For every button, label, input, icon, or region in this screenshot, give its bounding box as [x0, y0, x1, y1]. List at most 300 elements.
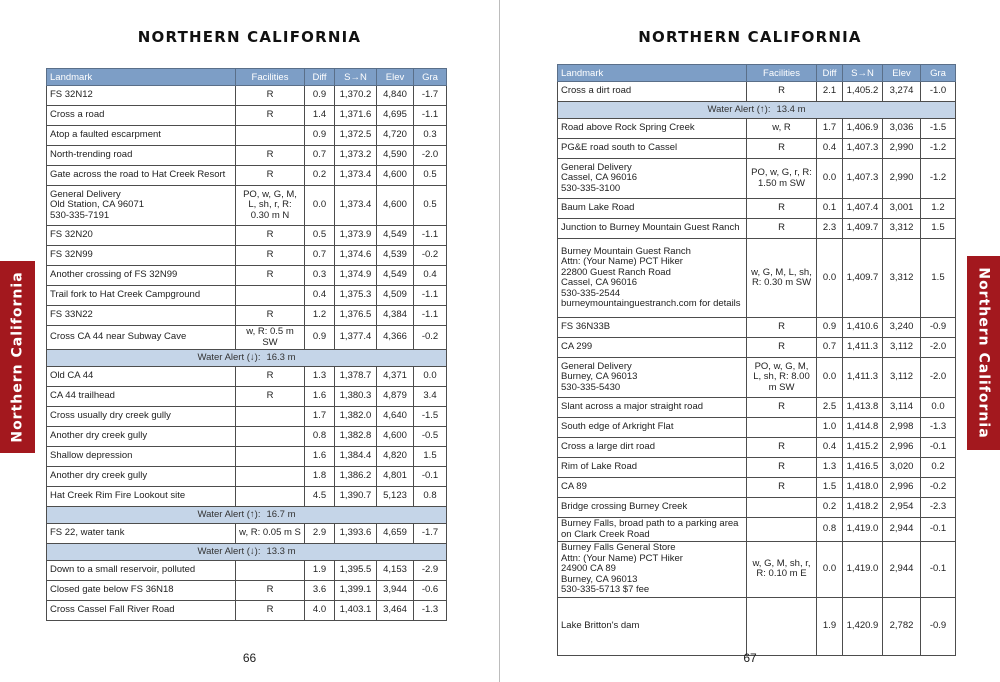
elev-cell: 4,801 — [377, 467, 414, 487]
diff-cell: 0.9 — [305, 126, 335, 146]
table-row — [558, 458, 956, 478]
landmark-line: PG&E road south to Cassel — [561, 142, 678, 154]
landmark-cell — [558, 199, 747, 219]
sn-cell: 1,399.1 — [335, 581, 377, 601]
sn-cell: 1,410.6 — [843, 318, 883, 338]
facilities-cell — [236, 427, 305, 447]
table-row — [558, 418, 956, 438]
facilities-cell: PO, w, G, M, L, sh, R: 8.00 m SW — [747, 358, 817, 398]
landmark-cell — [47, 326, 236, 350]
facilities-cell — [747, 518, 817, 542]
elev-cell: 4,720 — [377, 126, 414, 146]
elev-cell: 3,114 — [883, 398, 921, 418]
table-row — [558, 518, 956, 542]
facilities-cell: R — [236, 226, 305, 246]
left-page — [0, 0, 499, 682]
diff-cell: 4.5 — [305, 487, 335, 507]
sn-cell: 1,377.4 — [335, 326, 377, 350]
landmark-line: 530-335-5430 — [561, 381, 621, 393]
table-header-row — [47, 69, 447, 86]
sn-cell: 1,419.0 — [843, 542, 883, 598]
gra-cell: 0.5 — [414, 166, 447, 186]
elev-cell: 4,840 — [377, 86, 414, 106]
gra-cell: -1.5 — [921, 119, 956, 139]
sn-cell: 1,370.2 — [335, 86, 377, 106]
elev-cell: 4,600 — [377, 427, 414, 447]
facilities-cell: R — [236, 106, 305, 126]
diff-cell: 1.7 — [817, 119, 843, 139]
section-tab — [0, 261, 35, 453]
facilities-cell: R — [747, 338, 817, 358]
elev-cell: 3,020 — [883, 458, 921, 478]
sn-cell: 1,373.4 — [335, 166, 377, 186]
landmark-line: FS 32N99 — [50, 249, 93, 261]
landmark-line: Another dry creek gully — [50, 470, 148, 482]
trail-data-table — [557, 64, 956, 656]
elev-cell: 4,509 — [377, 286, 414, 306]
sn-cell: 1,382.0 — [335, 407, 377, 427]
table-row — [47, 106, 447, 126]
water-alert-cell — [47, 507, 447, 524]
gra-cell: 0.0 — [921, 398, 956, 418]
gra-cell: -2.0 — [921, 358, 956, 398]
landmark-cell — [558, 498, 747, 518]
gra-cell: -2.0 — [414, 146, 447, 166]
water-alert-cell — [47, 350, 447, 367]
facilities-cell — [236, 126, 305, 146]
landmark-cell — [47, 166, 236, 186]
diff-cell: 0.7 — [305, 146, 335, 166]
landmark-cell — [47, 286, 236, 306]
landmark-line: Closed gate below FS 36N18 — [50, 584, 174, 596]
landmark-cell — [47, 146, 236, 166]
diff-cell: 0.0 — [817, 542, 843, 598]
sn-cell: 1,411.3 — [843, 358, 883, 398]
sn-cell: 1,411.3 — [843, 338, 883, 358]
gra-cell: -0.1 — [921, 438, 956, 458]
sn-cell: 1,380.3 — [335, 387, 377, 407]
sn-cell: 1,407.3 — [843, 159, 883, 199]
table-row — [47, 427, 447, 447]
water-alert-distance: 13.3 m — [266, 545, 296, 557]
landmark-line: FS 32N12 — [50, 89, 93, 101]
sn-cell: 1,415.2 — [843, 438, 883, 458]
landmark-line: Cassel, CA 96016 — [561, 277, 638, 288]
landmark-line: Burney Mountain Guest Ranch — [561, 245, 691, 257]
facilities-cell: R — [236, 367, 305, 387]
table-row — [47, 166, 447, 186]
water-alert-distance: 16.3 m — [266, 351, 296, 363]
diff-cell: 0.8 — [817, 518, 843, 542]
sn-cell: 1,371.6 — [335, 106, 377, 126]
sn-cell: 1,405.2 — [843, 82, 883, 102]
landmark-line: General Delivery — [50, 188, 121, 200]
landmark-line: 22800 Guest Ranch Road — [561, 266, 671, 278]
landmark-line: Shallow depression — [50, 450, 133, 462]
landmark-line: Hat Creek Rim Fire Lookout site — [50, 490, 186, 502]
sn-cell: 1,414.8 — [843, 418, 883, 438]
landmark-cell — [558, 478, 747, 498]
elev-cell: 3,312 — [883, 239, 921, 318]
landmark-cell — [47, 407, 236, 427]
elev-cell: 4,640 — [377, 407, 414, 427]
landmark-cell — [558, 358, 747, 398]
table-row — [558, 199, 956, 219]
elev-cell: 3,944 — [377, 581, 414, 601]
column-header-gra: Gra — [921, 65, 956, 82]
landmark-cell — [558, 239, 747, 318]
diff-cell: 1.4 — [305, 106, 335, 126]
column-header-facilities: Facilities — [236, 69, 305, 86]
gra-cell: -1.1 — [414, 286, 447, 306]
sn-cell: 1,373.4 — [335, 186, 377, 226]
table-row — [47, 226, 447, 246]
landmark-line: Trail fork to Hat Creek Campground — [50, 289, 201, 301]
facilities-cell: w, R — [747, 119, 817, 139]
elev-cell: 4,366 — [377, 326, 414, 350]
table-row — [47, 581, 447, 601]
section-tab-label: Northern California — [9, 271, 26, 443]
gra-cell: -1.2 — [921, 139, 956, 159]
table-row — [558, 318, 956, 338]
gra-cell: 1.5 — [921, 239, 956, 318]
facilities-cell: R — [236, 306, 305, 326]
landmark-line: Attn: (Your Name) PCT Hiker — [561, 552, 683, 564]
gra-cell: -0.2 — [414, 326, 447, 350]
gra-cell: -2.9 — [414, 561, 447, 581]
landmark-line: General Delivery — [561, 360, 632, 372]
diff-cell: 0.5 — [305, 226, 335, 246]
landmark-cell — [47, 306, 236, 326]
landmark-cell — [558, 219, 747, 239]
gra-cell: 0.4 — [414, 266, 447, 286]
elev-cell: 2,990 — [883, 139, 921, 159]
landmark-line: Rim of Lake Road — [561, 461, 638, 473]
landmark-line: 24900 CA 89 — [561, 563, 616, 574]
landmark-line: Road above Rock Spring Creek — [561, 122, 695, 134]
landmark-line: 530-335-2544 — [561, 287, 621, 299]
section-tab — [967, 256, 1000, 450]
elev-cell: 4,879 — [377, 387, 414, 407]
facilities-cell — [747, 418, 817, 438]
sn-cell: 1,413.8 — [843, 398, 883, 418]
elev-cell: 4,549 — [377, 226, 414, 246]
table-row — [558, 219, 956, 239]
landmark-line: 530-335-7191 — [50, 209, 110, 221]
landmark-line: on Clark Creek Road — [561, 528, 650, 540]
landmark-cell — [47, 601, 236, 621]
table-row — [47, 186, 447, 226]
facilities-cell: R — [747, 82, 817, 102]
facilities-cell — [747, 498, 817, 518]
sn-cell: 1,373.9 — [335, 226, 377, 246]
landmark-line: Burney, CA 96013 — [561, 573, 638, 585]
column-header-sn: S→N — [843, 65, 883, 82]
landmark-cell — [558, 318, 747, 338]
landmark-cell — [558, 139, 747, 159]
sn-cell: 1,374.6 — [335, 246, 377, 266]
table-row — [558, 239, 956, 318]
column-header-diff: Diff — [817, 65, 843, 82]
gra-cell: -0.2 — [414, 246, 447, 266]
gra-cell: -1.0 — [921, 82, 956, 102]
sn-cell: 1,375.3 — [335, 286, 377, 306]
facilities-cell: R — [747, 438, 817, 458]
table-row — [47, 447, 447, 467]
landmark-cell — [47, 561, 236, 581]
landmark-line: FS 33N22 — [50, 309, 93, 321]
facilities-cell: w, R: 0.05 m S — [236, 524, 305, 544]
water-alert-label: Water Alert (↑): — [707, 103, 771, 115]
elev-cell: 2,990 — [883, 159, 921, 199]
table-body — [47, 86, 447, 621]
diff-cell: 0.2 — [305, 166, 335, 186]
landmark-line: North-trending road — [50, 149, 133, 161]
table-row — [47, 467, 447, 487]
sn-cell: 1,376.5 — [335, 306, 377, 326]
right-page — [500, 0, 1000, 682]
diff-cell: 1.7 — [305, 407, 335, 427]
table-row — [558, 338, 956, 358]
landmark-line: CA 89 — [561, 481, 587, 493]
facilities-cell: R — [747, 478, 817, 498]
facilities-cell: R — [236, 246, 305, 266]
sn-cell: 1,384.4 — [335, 447, 377, 467]
table-row — [47, 524, 447, 544]
trail-data-table — [46, 68, 447, 621]
landmark-cell — [47, 126, 236, 146]
sn-cell: 1,406.9 — [843, 119, 883, 139]
landmark-line: Cross usually dry creek gully — [50, 410, 171, 422]
diff-cell: 2.5 — [817, 398, 843, 418]
sn-cell: 1,395.5 — [335, 561, 377, 581]
facilities-cell — [747, 597, 817, 655]
landmark-cell — [47, 427, 236, 447]
landmark-line: FS 22, water tank — [50, 527, 125, 539]
table-row — [558, 542, 956, 598]
landmark-cell — [558, 159, 747, 199]
diff-cell: 0.7 — [305, 246, 335, 266]
elev-cell: 2,998 — [883, 418, 921, 438]
facilities-cell: R — [236, 146, 305, 166]
diff-cell: 0.0 — [817, 358, 843, 398]
table-header — [558, 65, 956, 82]
diff-cell: 0.0 — [817, 239, 843, 318]
elev-cell: 2,954 — [883, 498, 921, 518]
gra-cell: -1.1 — [414, 226, 447, 246]
gra-cell: -0.9 — [921, 318, 956, 338]
landmark-line: Cross a road — [50, 109, 105, 121]
landmark-cell — [558, 518, 747, 542]
table-row — [47, 367, 447, 387]
table-row — [558, 597, 956, 655]
elev-cell: 3,464 — [377, 601, 414, 621]
landmark-cell — [47, 106, 236, 126]
elev-cell: 3,312 — [883, 219, 921, 239]
elev-cell: 3,274 — [883, 82, 921, 102]
facilities-cell: R — [747, 219, 817, 239]
facilities-cell — [236, 447, 305, 467]
elev-cell: 2,996 — [883, 478, 921, 498]
table-header — [47, 69, 447, 86]
landmark-cell — [47, 487, 236, 507]
facilities-cell: w, G, M, sh, r, R: 0.10 m E — [747, 542, 817, 598]
landmark-cell — [47, 266, 236, 286]
gra-cell: -1.3 — [414, 601, 447, 621]
table-row — [47, 487, 447, 507]
table-row — [47, 286, 447, 306]
elev-cell: 3,001 — [883, 199, 921, 219]
table-row — [558, 82, 956, 102]
table-row — [47, 126, 447, 146]
gra-cell: 0.2 — [921, 458, 956, 478]
landmark-line: CA 44 trailhead — [50, 390, 115, 402]
facilities-cell — [236, 467, 305, 487]
landmark-line: 530-335-3100 — [561, 182, 621, 194]
elev-cell: 2,944 — [883, 542, 921, 598]
gra-cell: -1.1 — [414, 306, 447, 326]
sn-cell: 1,409.7 — [843, 219, 883, 239]
landmark-line: Another dry creek gully — [50, 430, 148, 442]
table-row — [558, 398, 956, 418]
elev-cell: 3,112 — [883, 338, 921, 358]
gra-cell: -1.7 — [414, 86, 447, 106]
water-alert-label: Water Alert (↓): — [197, 351, 261, 363]
table-row — [558, 358, 956, 398]
diff-cell: 0.0 — [305, 186, 335, 226]
diff-cell: 0.9 — [305, 326, 335, 350]
facilities-cell: R — [236, 581, 305, 601]
diff-cell: 2.3 — [817, 219, 843, 239]
sn-cell: 1,403.1 — [335, 601, 377, 621]
page-number: 67 — [743, 651, 757, 665]
landmark-cell — [47, 246, 236, 266]
landmark-cell — [558, 438, 747, 458]
diff-cell: 0.9 — [305, 86, 335, 106]
diff-cell: 0.4 — [305, 286, 335, 306]
column-header-elev: Elev — [377, 69, 414, 86]
facilities-cell: PO, w, G, r, R: 1.50 m SW — [747, 159, 817, 199]
elev-cell: 4,371 — [377, 367, 414, 387]
gra-cell: 1.5 — [414, 447, 447, 467]
sn-cell: 1,419.0 — [843, 518, 883, 542]
sn-cell: 1,409.7 — [843, 239, 883, 318]
diff-cell: 0.2 — [817, 498, 843, 518]
table-row — [558, 438, 956, 458]
landmark-line: Lake Britton's dam — [561, 619, 640, 631]
table-body — [558, 82, 956, 656]
diff-cell: 1.3 — [305, 367, 335, 387]
water-alert-row — [47, 544, 447, 561]
diff-cell: 1.3 — [817, 458, 843, 478]
landmark-line: Baum Lake Road — [561, 202, 635, 214]
elev-cell: 3,240 — [883, 318, 921, 338]
water-alert-distance: 13.4 m — [776, 103, 806, 115]
gra-cell: -1.1 — [414, 106, 447, 126]
facilities-cell: R — [747, 139, 817, 159]
table-row — [558, 119, 956, 139]
landmark-line: Burney Falls, broad path to a parking area — [561, 518, 739, 529]
gra-cell: 0.0 — [414, 367, 447, 387]
landmark-cell — [47, 524, 236, 544]
facilities-cell: R — [236, 387, 305, 407]
facilities-cell: w, G, M, L, sh, R: 0.30 m SW — [747, 239, 817, 318]
elev-cell: 4,384 — [377, 306, 414, 326]
sn-cell: 1,390.7 — [335, 487, 377, 507]
column-header-landmark: Landmark — [558, 65, 747, 82]
diff-cell: 1.9 — [817, 597, 843, 655]
diff-cell: 3.6 — [305, 581, 335, 601]
sn-cell: 1,416.5 — [843, 458, 883, 478]
landmark-cell — [558, 338, 747, 358]
landmark-cell — [558, 119, 747, 139]
landmark-line: Another crossing of FS 32N99 — [50, 269, 178, 281]
gra-cell: -1.7 — [414, 524, 447, 544]
column-header-sn: S→N — [335, 69, 377, 86]
facilities-cell: R — [236, 601, 305, 621]
landmark-cell — [47, 387, 236, 407]
sn-cell: 1,418.0 — [843, 478, 883, 498]
elev-cell: 3,036 — [883, 119, 921, 139]
landmark-line: Gate across the road to Hat Creek Resort — [50, 169, 226, 181]
facilities-cell: R — [236, 266, 305, 286]
gra-cell: -1.2 — [921, 159, 956, 199]
table-row — [558, 498, 956, 518]
landmark-line: South edge of Arkright Flat — [561, 421, 674, 433]
landmark-line: Old CA 44 — [50, 370, 94, 382]
table-row — [47, 266, 447, 286]
facilities-cell — [236, 286, 305, 306]
landmark-line: Junction to Burney Mountain Guest Ranch — [561, 222, 740, 234]
sn-cell: 1,420.9 — [843, 597, 883, 655]
table-row — [47, 326, 447, 350]
diff-cell: 0.9 — [817, 318, 843, 338]
elev-cell: 4,590 — [377, 146, 414, 166]
diff-cell: 1.2 — [305, 306, 335, 326]
water-alert-row — [47, 507, 447, 524]
landmark-line: Down to a small reservoir, polluted — [50, 564, 196, 576]
sn-cell: 1,378.7 — [335, 367, 377, 387]
landmark-line: Cassel, CA 96016 — [561, 172, 638, 184]
table-row — [558, 478, 956, 498]
gra-cell: -0.1 — [921, 518, 956, 542]
landmark-cell — [47, 186, 236, 226]
gra-cell: 1.2 — [921, 199, 956, 219]
sn-cell: 1,393.6 — [335, 524, 377, 544]
diff-cell: 1.5 — [817, 478, 843, 498]
facilities-cell — [236, 487, 305, 507]
elev-cell: 4,600 — [377, 166, 414, 186]
diff-cell: 0.0 — [817, 159, 843, 199]
diff-cell: 1.6 — [305, 447, 335, 467]
landmark-line: FS 36N33B — [561, 321, 611, 333]
gra-cell: -0.1 — [414, 467, 447, 487]
facilities-cell: R — [747, 199, 817, 219]
landmark-cell — [47, 581, 236, 601]
landmark-line: Burney, CA 96013 — [561, 371, 638, 383]
diff-cell: 1.0 — [817, 418, 843, 438]
facilities-cell: PO, w, G, M, L, sh, r, R: 0.30 m N — [236, 186, 305, 226]
table-row — [558, 159, 956, 199]
diff-cell: 0.7 — [817, 338, 843, 358]
sn-cell: 1,418.2 — [843, 498, 883, 518]
landmark-line: FS 32N20 — [50, 229, 93, 241]
landmark-cell — [47, 467, 236, 487]
facilities-cell: R — [747, 318, 817, 338]
landmark-cell — [558, 82, 747, 102]
landmark-cell — [558, 418, 747, 438]
gra-cell: -0.9 — [921, 597, 956, 655]
